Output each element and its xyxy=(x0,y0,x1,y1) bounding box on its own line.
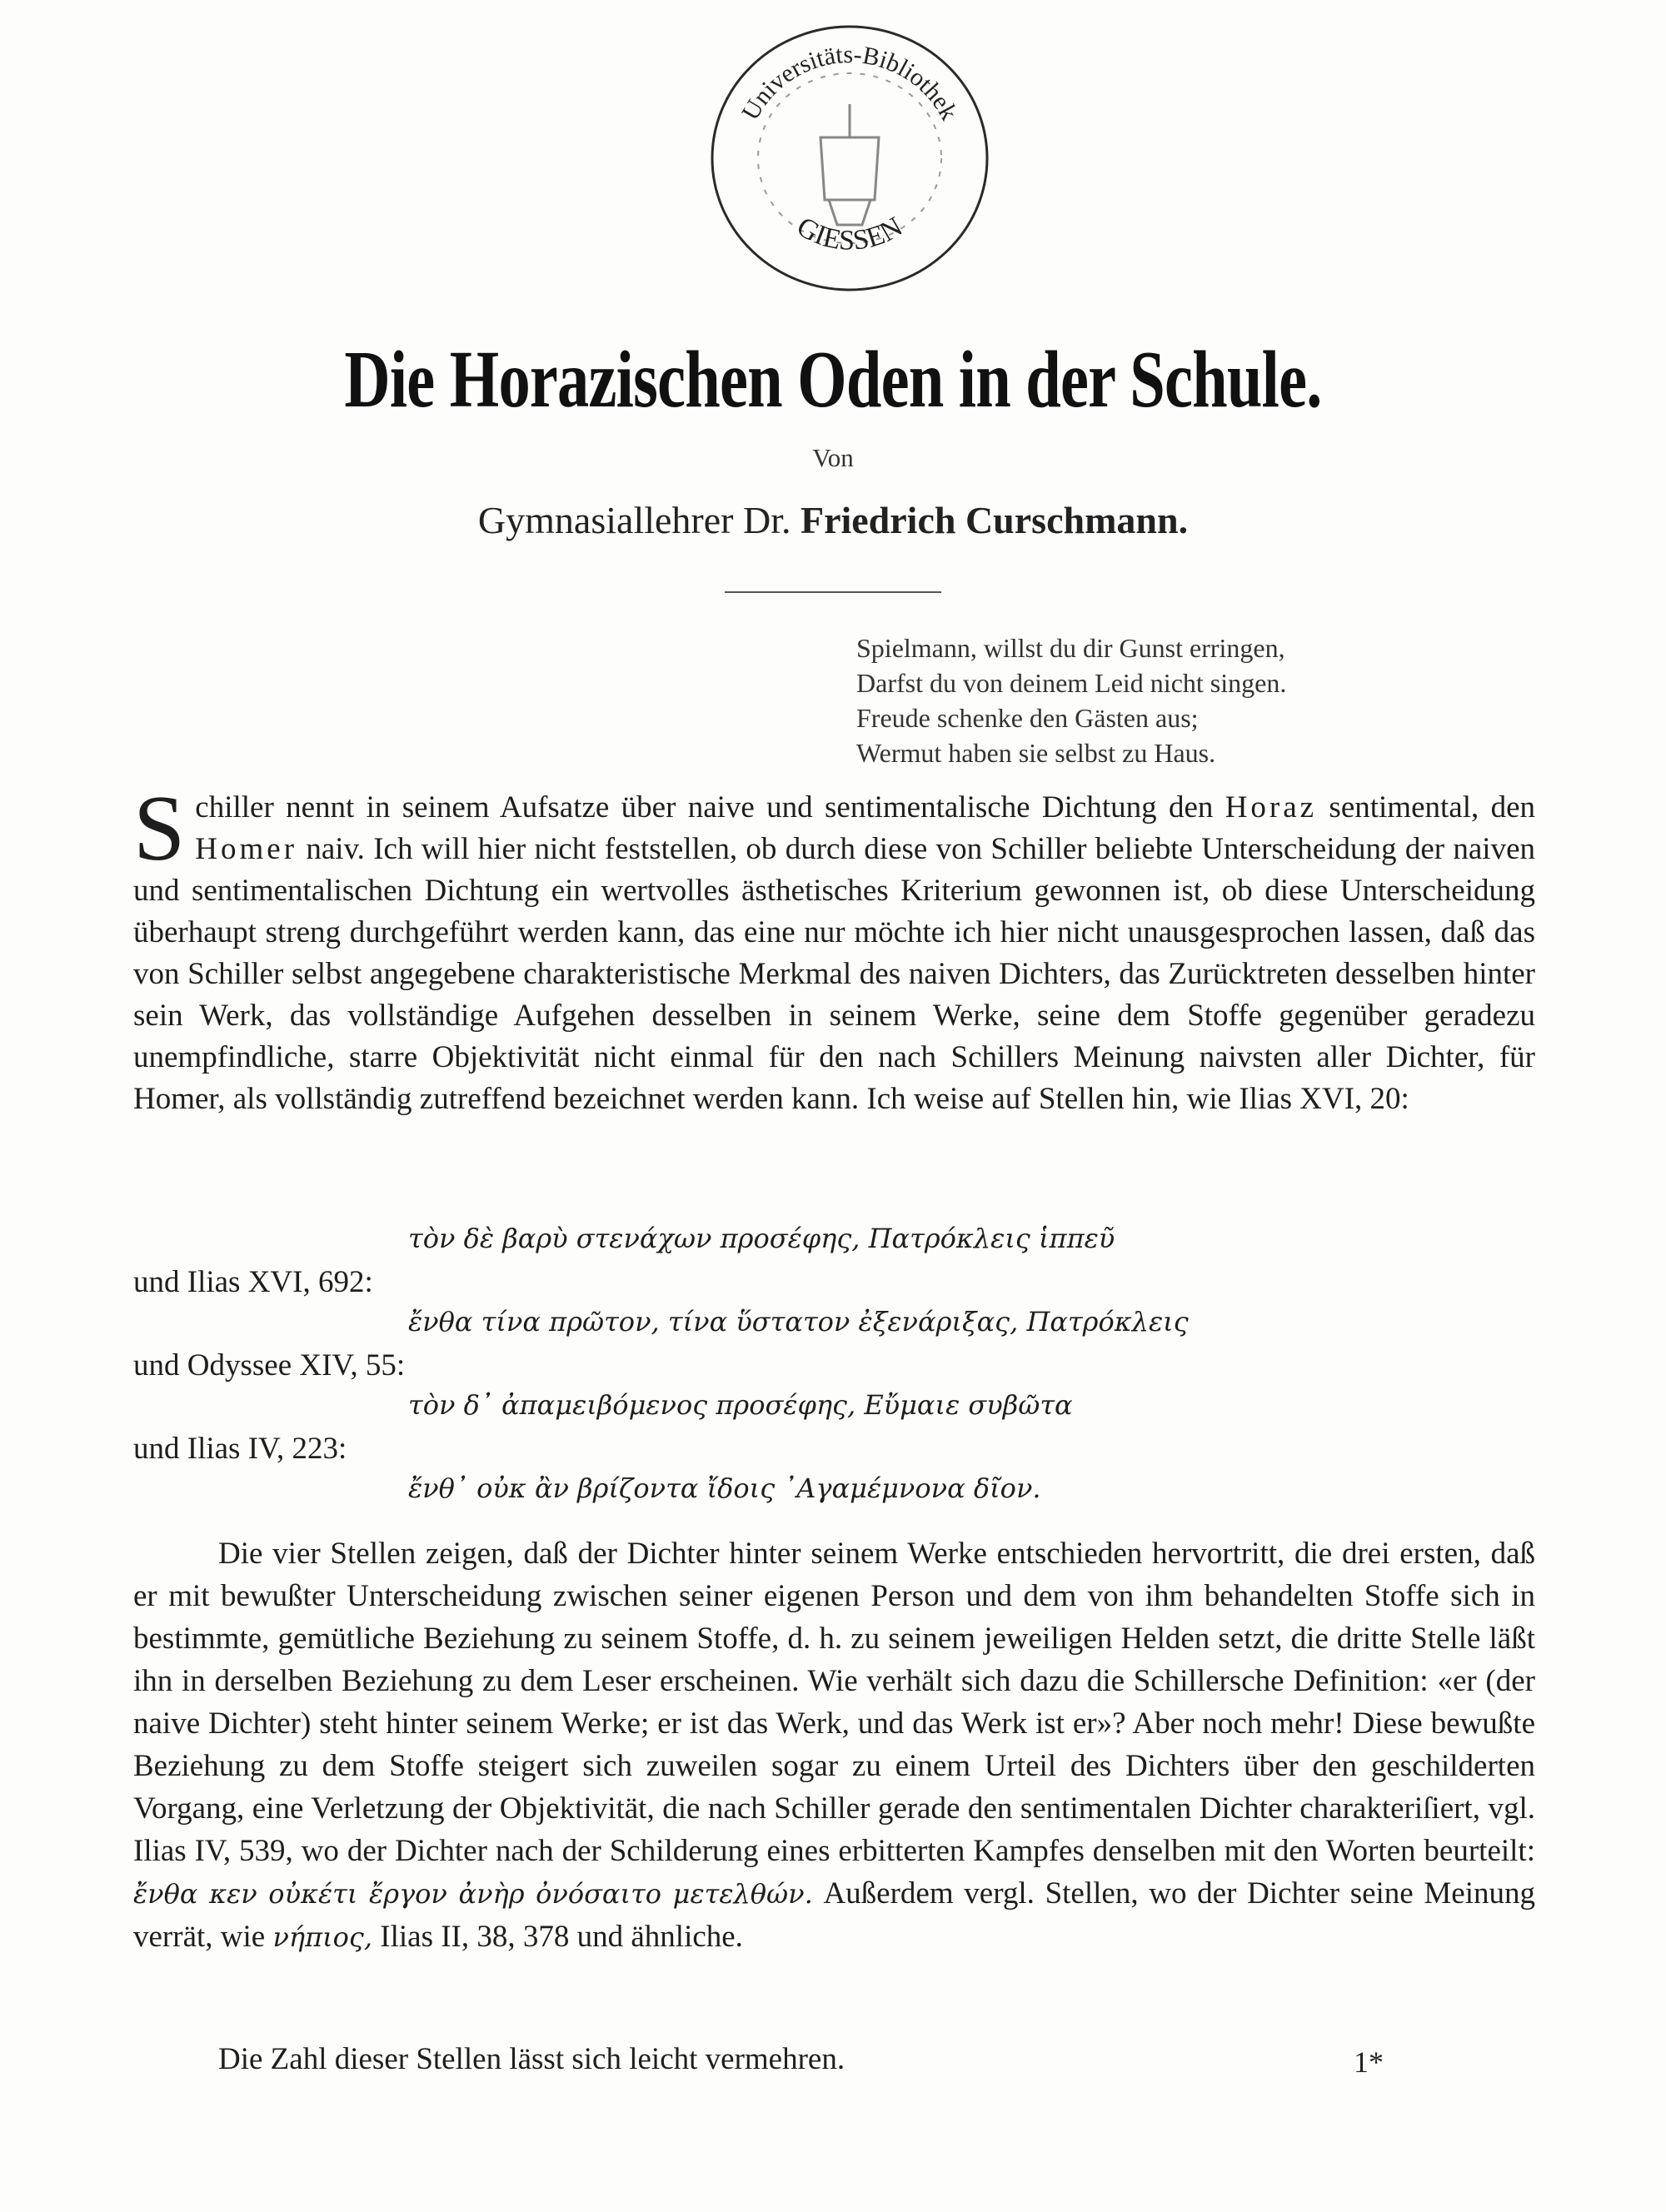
quote-row xyxy=(133,1223,1535,1264)
greek-inline-word: νήπιος, xyxy=(272,1921,373,1953)
paragraph-2 xyxy=(133,1532,1535,1959)
author-line xyxy=(0,498,1666,542)
stamp-text-top: Universitäts-Bibliothek xyxy=(736,40,963,125)
paragraph-1-text-a: chiller nennt in seinem Aufsatze über naive und sentimentalische Dichtung den xyxy=(195,790,1214,825)
drop-cap: S xyxy=(133,777,186,880)
motto-line: Wermut haben sie selbst zu Haus. xyxy=(856,738,1216,768)
name-homer: Homer xyxy=(195,832,298,866)
page-number: 1* xyxy=(1354,2045,1384,2079)
paragraph-1-text-b: sentimental, den xyxy=(1329,790,1535,825)
paragraph-2-text-b: Außerdem vergl. Stellen, wo der Dichter seine Meinung verrät, wie xyxy=(133,1876,1536,1954)
quote-row xyxy=(133,1264,1535,1306)
byline-von: Von xyxy=(812,443,854,472)
paragraph-2-text-c: Ilias II, 38, 378 und ähnliche. xyxy=(380,1920,743,1954)
paragraph-2-text-a: Die vier Stellen zeigen, daß der Dichter hinter seinem Werke entschieden hervortritt, die drei ersten, daß er mit bewußter Unterscheidung zwischen seiner eigenen Person und dem von ihm behandelten Stoffe sich in bestimmte, gemütliche Beziehung zu seinem Stoffe, d. h. zu seinem jeweiligen Helden setzt, die dritte Stelle läßt ihn in derselben Beziehung zu dem Leser erscheinen. Wie verhält sich dazu die Schillersche Definition: «er (der naive Dichter) steht hinter seinem Werke; er ist das Werk, und das Werk ist er»? Aber noch mehr! Diese bewußte Beziehung zu dem Stoffe steigert sich zuweilen sogar zu einem Urteil des Dichters über den geschilderten Vorgang, eine Verletzung der Objektivität, die nach Schiller gerade den sentimentalen Dichter charakteriſiert, vgl. Ilias IV, 539, wo der Dichter nach der Schilderung eines erbitterten Kampfes denselben mit den Worten beurteilt: xyxy=(133,1537,1535,1868)
motto-line: Darfst du von deinem Leid nicht singen. xyxy=(856,668,1287,698)
greek-quotations xyxy=(133,1223,1535,1514)
author-name: Friedrich Curschmann. xyxy=(800,499,1189,541)
quote-row xyxy=(133,1389,1535,1431)
greek-verse: ἔνθ᾽ οὐκ ἂν βρίζοντα ἴδοις ᾽Αγαμέμνονα δῖον. xyxy=(408,1472,1041,1504)
page-title: Die Horazischen Oden in der Schule. xyxy=(344,335,1322,425)
paragraph-3: Die Zahl dieser Stellen lässt sich leicht vermehren. xyxy=(218,2042,845,2076)
quote-reference: und Ilias XVI, 692: xyxy=(133,1265,373,1299)
quote-row xyxy=(133,1472,1535,1514)
stamp-text-bottom: GIESSEN xyxy=(791,211,908,257)
name-horaz: Horaz xyxy=(1225,790,1318,825)
greek-verse: τὸν δὲ βαρὺ στενάχων προσέφης, Πατρόκλεις ἱππεῦ xyxy=(408,1223,1115,1254)
paragraph-1 xyxy=(133,777,1535,1120)
quote-reference: und Ilias IV, 223: xyxy=(133,1432,347,1466)
stamp-emblem xyxy=(821,104,879,225)
greek-verse: ἔνθα τίνα πρῶτον, τίνα ὕστατον ἐξενάριξας, Πατρόκλεις xyxy=(408,1306,1189,1338)
paragraph-1-text-c: naiv. Ich will hier nicht feststellen, ob durch diese von Schiller beliebte Unterscheidung der naiven und sentimentalischen Dichtung ein wertvolles ästhetisches Kriterium gewonnen ist, ob diese Unterscheidung überhaupt streng durchgeführt werden kann, das eine nur möchte ich hier nicht unausgesprochen lassen, daß das von Schiller selbst angegebene charakteristische Merkmal des naiven Dichters, das Zurücktreten desselben hinter sein Werk, das vollständige Aufgehen desselben in seinem Werke, seine dem Stoffe gegenüber geradezu unempfindliche, starre Objektivität nicht einmal für den nach Schillers Meinung naivsten aller Dichter, für Homer, als vollständig zutreffend bezeichnet werden kann. Ich weise auf Stellen hin, wie Ilias XVI, 20: xyxy=(133,832,1535,1116)
title-divider xyxy=(725,591,941,593)
motto-line: Freude schenke den Gästen aus; xyxy=(856,703,1199,733)
quote-reference: und Odyssee XIV, 55: xyxy=(133,1348,406,1382)
quote-row xyxy=(133,1348,1535,1389)
quote-row xyxy=(133,1431,1535,1472)
author-prefix: Gymnasiallehrer Dr. xyxy=(477,499,791,541)
motto-line: Spielmann, willst du dir Gunst erringen, xyxy=(856,633,1285,663)
greek-verse: τὸν δ᾽ ἀπαμειβόμενος προσέφης, Εὔμαιε συβῶτα xyxy=(408,1389,1073,1421)
quote-row xyxy=(133,1306,1535,1348)
greek-inline-quote: ἔνθα κεν οὐκέτι ἔργον ἀνὴρ ὀνόσαιτο μετελθών. xyxy=(133,1878,813,1910)
motto-verse xyxy=(856,630,1456,770)
library-stamp xyxy=(704,21,995,296)
